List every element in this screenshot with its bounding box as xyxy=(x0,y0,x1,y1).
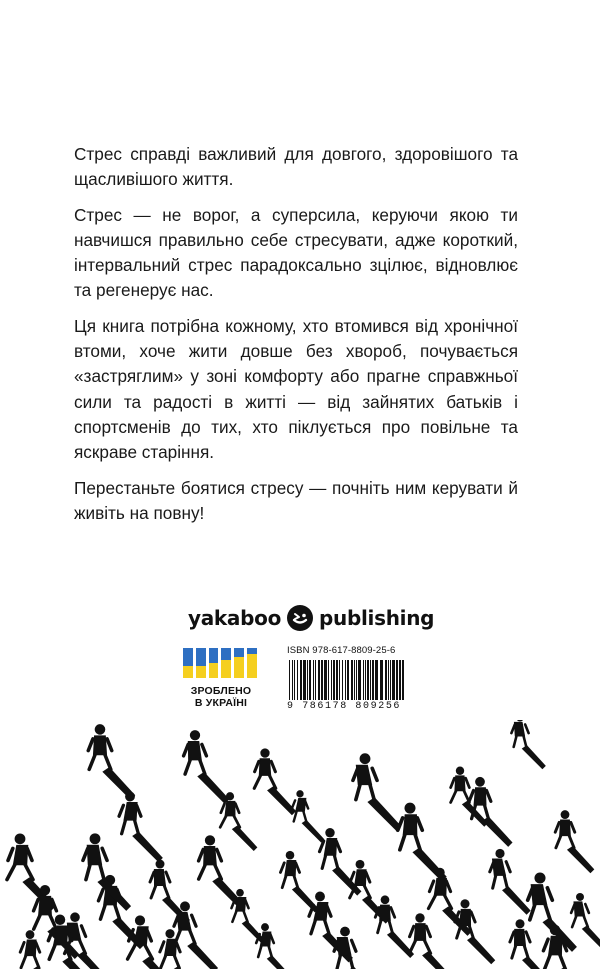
barcode-digits: 9 786178 809256 xyxy=(287,701,402,712)
ukraine-flag-icon xyxy=(183,648,257,678)
isbn-barcode-block xyxy=(287,645,407,712)
publisher-name-right: publishing xyxy=(319,606,435,630)
made-in-ukraine-line2: В УКРАЇНІ xyxy=(194,697,248,709)
back-cover-blurb xyxy=(74,142,518,536)
isbn-label: ISBN 978-617-8809-25-6 xyxy=(287,645,396,656)
publisher-name-left: yakaboo xyxy=(188,606,282,630)
blurb-paragraph: Ця книга потрібна кожному, хто втомився від хронічної втоми, хоче жити довше без хвороб, почувається «застряглим» у зоні комфорту або прагне справжньої сили та радості в житті — від зайнятих батьків і спортсменів до тих, хто піклується про повільне та яскраве старіння. xyxy=(74,315,518,463)
publisher-logo xyxy=(188,600,434,636)
blurb-paragraph: Стрес — не ворог, а суперсила, керуючи якою ти навчишся правильно себе стресувати, адже короткий, інтервальний стрес парадоксально зцілює, відновлює та регенерує нас. xyxy=(74,204,518,301)
yakaboo-logo-icon xyxy=(287,605,313,631)
blurb-paragraph: Стрес справді важливий для довгого, здоровішого та щасливішого життя. xyxy=(74,144,518,190)
barcode-icon xyxy=(287,660,407,700)
made-in-ukraine-line1: ЗРОБЛЕНО xyxy=(190,685,252,697)
made-in-ukraine-badge xyxy=(183,648,259,709)
blurb-paragraph: Перестаньте боятися стресу — почніть ним керувати й живіть на повну! xyxy=(74,477,518,523)
crowd-silhouettes-illustration xyxy=(0,720,600,969)
